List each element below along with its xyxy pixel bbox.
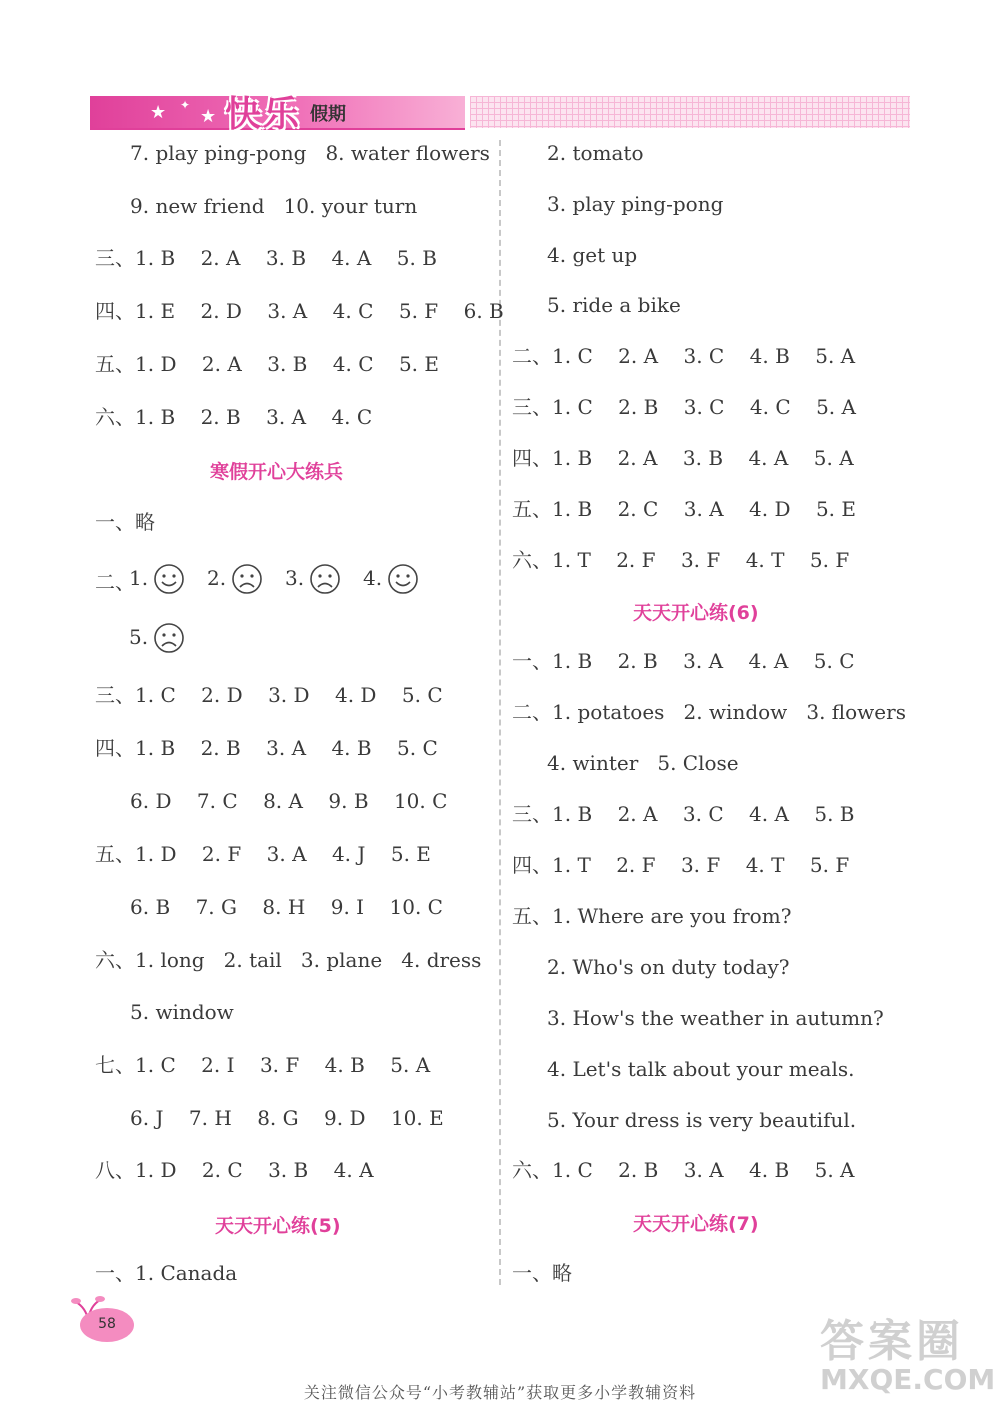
answer-line: 三、1. B 2. A 3. C 4. A 5. B <box>512 802 855 826</box>
smiley-answers <box>95 563 475 653</box>
answer-line: 一、1. Canada <box>95 1261 238 1285</box>
smiley-label: 5. <box>129 625 149 649</box>
sad-face-icon <box>309 563 341 595</box>
star-icon: ✦ <box>180 98 191 112</box>
answer-line: 三、1. C 2. B 3. C 4. C 5. A <box>512 395 856 419</box>
sad-face-icon <box>153 622 185 654</box>
answer-line: 4. get up <box>547 243 638 267</box>
header-title: 快乐 <box>225 94 302 135</box>
answer-line: 二、1. C 2. A 3. C 4. B 5. A <box>512 344 856 368</box>
answer-line: 5. window <box>130 1000 234 1024</box>
happy-face-icon <box>153 563 185 595</box>
sad-face-icon <box>231 563 263 595</box>
answer-line: 6. J 7. H 8. G 9. D 10. E <box>130 1106 444 1130</box>
answer-line: 一、略 <box>512 1261 572 1285</box>
smiley-prefix: 二、 <box>95 570 135 594</box>
smiley-label: 3. <box>285 566 305 590</box>
answer-line: 2. Who's on duty today? <box>547 955 790 979</box>
answer-line: 四、1. E 2. D 3. A 4. C 5. F 6. B <box>95 299 504 323</box>
answer-line: 六、1. C 2. B 3. A 4. B 5. A <box>512 1158 855 1182</box>
answer-line: 7. play ping-pong 8. water flowers <box>130 141 490 165</box>
header-subtitle: 假期 <box>310 104 346 125</box>
answer-line: 2. tomato <box>547 141 644 165</box>
answer-line: 6. B 7. G 8. H 9. I 10. C <box>130 895 443 919</box>
watermark-line2: MXQE.COM <box>820 1363 996 1396</box>
answer-line: 3. How's the weather in autumn? <box>547 1006 884 1030</box>
answer-line: 六、1. B 2. B 3. A 4. C <box>95 405 373 429</box>
answer-line: 七、1. C 2. I 3. F 4. B 5. A <box>95 1053 431 1077</box>
answer-line: 六、1. long 2. tail 3. plane 4. dress <box>95 948 482 972</box>
smiley-label: 2. <box>207 566 227 590</box>
answer-line: 二、1. potatoes 2. window 3. flowers <box>512 700 906 724</box>
section-title: 天天开心练(7) <box>633 1213 759 1235</box>
answer-line: 五、1. Where are you from? <box>512 904 792 928</box>
header-grid-pattern <box>470 96 910 128</box>
answer-line: 三、1. B 2. A 3. B 4. A 5. B <box>95 246 437 270</box>
answer-line: 四、1. T 2. F 3. F 4. T 5. F <box>512 853 850 877</box>
section-title: 寒假开心大练兵 <box>210 461 344 483</box>
answer-line: 六、1. T 2. F 3. F 4. T 5. F <box>512 548 850 572</box>
answer-line: 3. play ping-pong <box>547 192 724 216</box>
answer-line: 一、略 <box>95 510 155 534</box>
answer-line: 五、1. D 2. A 3. B 4. C 5. E <box>95 352 439 376</box>
answer-line: 四、1. B 2. A 3. B 4. A 5. A <box>512 446 854 470</box>
happy-face-icon <box>387 563 419 595</box>
star-icon: ★ <box>150 102 167 123</box>
answer-line: 八、1. D 2. C 3. B 4. A <box>95 1158 374 1182</box>
answer-line: 5. Your dress is very beautiful. <box>547 1108 857 1132</box>
answer-line: 一、1. B 2. B 3. A 4. A 5. C <box>512 649 855 673</box>
page-number: 58 <box>98 1316 116 1332</box>
footer-text: 关注微信公众号“小考教辅站”获取更多小学教辅资料 <box>303 1383 697 1402</box>
answer-line: 4. winter 5. Close <box>547 751 739 775</box>
answer-line: 4. Let's talk about your meals. <box>547 1057 855 1081</box>
answer-line: 三、1. C 2. D 3. D 4. D 5. C <box>95 683 443 707</box>
answer-line: 五、1. D 2. F 3. A 4. J 5. E <box>95 842 431 866</box>
answer-line: 五、1. B 2. C 3. A 4. D 5. E <box>512 497 856 521</box>
smiley-label: 1. <box>129 566 149 590</box>
watermark-line1: 答案圈 <box>820 1316 964 1367</box>
answer-line: 5. ride a bike <box>547 293 681 317</box>
star-icon: ★ <box>200 106 217 127</box>
smiley-label: 4. <box>363 566 383 590</box>
answer-line: 四、1. B 2. B 3. A 4. B 5. C <box>95 736 438 760</box>
answer-line: 9. new friend 10. your turn <box>130 194 418 218</box>
section-title: 天天开心练(6) <box>633 602 759 624</box>
answer-line: 6. D 7. C 8. A 9. B 10. C <box>130 789 448 813</box>
section-title: 天天开心练(5) <box>215 1215 341 1237</box>
